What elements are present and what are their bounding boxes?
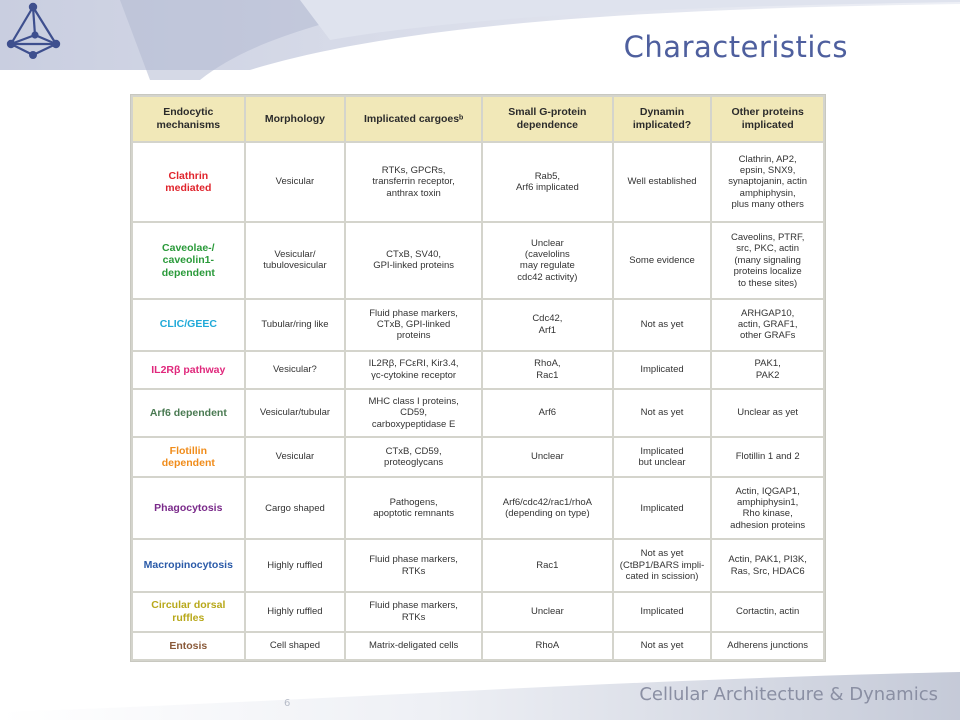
mechanism-cell: IL2Rβ pathway (132, 351, 245, 389)
other-proteins-cell: Clathrin, AP2, epsin, SNX9, synaptojanin, actin amphiphysin, plus many others (711, 142, 824, 222)
g-protein-cell: Arf6/cdc42/rac1/rhoA (depending on type) (482, 477, 613, 539)
cargoes-cell: Fluid phase markers, CTxB, GPI-linked proteins (345, 299, 482, 351)
morphology-cell: Vesicular/ tubulovesicular (245, 222, 346, 298)
g-protein-cell: Unclear (cavelolins may regulate cdc42 activity) (482, 222, 613, 298)
cargoes-cell: IL2Rβ, FCεRI, Kir3.4, γc-cytokine receptor (345, 351, 482, 389)
table-row (132, 299, 824, 351)
mechanism-cell: Clathrin mediated (132, 142, 245, 222)
g-protein-cell: Unclear (482, 592, 613, 632)
mechanism-cell: Caveolae-/ caveolin1- dependent (132, 222, 245, 298)
dynamin-cell: Not as yet (613, 389, 712, 437)
table-header-row (132, 96, 824, 142)
header-dynamin: Dynamin implicated? (613, 96, 712, 142)
g-protein-cell: Cdc42, Arf1 (482, 299, 613, 351)
slide-title: Characteristics (623, 30, 848, 64)
g-protein-cell: Rac1 (482, 539, 613, 591)
other-proteins-cell: Actin, PAK1, PI3K, Ras, Src, HDAC6 (711, 539, 824, 591)
mechanism-cell: Phagocytosis (132, 477, 245, 539)
other-proteins-cell: Adherens junctions (711, 632, 824, 660)
characteristics-table (131, 95, 825, 661)
mechanism-cell: Flotillin dependent (132, 437, 245, 477)
cargoes-cell: RTKs, GPCRs, transferrin receptor, anthrax toxin (345, 142, 482, 222)
cargoes-cell: Matrix-deligated cells (345, 632, 482, 660)
morphology-cell: Cell shaped (245, 632, 346, 660)
table-row (132, 437, 824, 477)
morphology-cell: Vesicular (245, 142, 346, 222)
g-protein-cell: Unclear (482, 437, 613, 477)
other-proteins-cell: Unclear as yet (711, 389, 824, 437)
mechanism-cell: Macropinocytosis (132, 539, 245, 591)
table-row (132, 632, 824, 660)
cargoes-cell: Fluid phase markers, RTKs (345, 592, 482, 632)
cargoes-cell: CTxB, SV40, GPI-linked proteins (345, 222, 482, 298)
table-row (132, 539, 824, 591)
mechanism-cell: Arf6 dependent (132, 389, 245, 437)
dynamin-cell: Implicated (613, 592, 712, 632)
g-protein-cell: RhoA (482, 632, 613, 660)
table-row (132, 389, 824, 437)
cargoes-cell: CTxB, CD59, proteoglycans (345, 437, 482, 477)
other-proteins-cell: Caveolins, PTRF, src, PKC, actin (many signaling proteins localize to these sites) (711, 222, 824, 298)
header-other-proteins: Other proteins implicated (711, 96, 824, 142)
morphology-cell: Vesicular (245, 437, 346, 477)
mechanism-cell: Circular dorsal ruffles (132, 592, 245, 632)
footer-title: Cellular Architecture & Dynamics (639, 684, 938, 705)
table-row (132, 142, 824, 222)
other-proteins-cell: Flotillin 1 and 2 (711, 437, 824, 477)
header-cargoes: Implicated cargoesᵇ (345, 96, 482, 142)
morphology-cell: Highly ruffled (245, 539, 346, 591)
g-protein-cell: Rab5, Arf6 implicated (482, 142, 613, 222)
other-proteins-cell: Actin, IQGAP1, amphiphysin1, Rho kinase, adhesion proteins (711, 477, 824, 539)
g-protein-cell: RhoA, Rac1 (482, 351, 613, 389)
morphology-cell: Vesicular? (245, 351, 346, 389)
cargoes-cell: MHC class I proteins, CD59, carboxypeptidase E (345, 389, 482, 437)
cargoes-cell: Pathogens, apoptotic remnants (345, 477, 482, 539)
mechanism-cell: Entosis (132, 632, 245, 660)
g-protein-cell: Arf6 (482, 389, 613, 437)
dynamin-cell: Implicated but unclear (613, 437, 712, 477)
dynamin-cell: Not as yet (CtBP1/BARS impli- cated in scission) (613, 539, 712, 591)
dynamin-cell: Implicated (613, 477, 712, 539)
mechanism-cell: CLIC/GEEC (132, 299, 245, 351)
dynamin-cell: Not as yet (613, 632, 712, 660)
table-row (132, 477, 824, 539)
table-row (132, 222, 824, 298)
page-number: 6 (284, 698, 291, 709)
dynamin-cell: Implicated (613, 351, 712, 389)
header-mechanisms: Endocytic mechanisms (132, 96, 245, 142)
morphology-cell: Tubular/ring like (245, 299, 346, 351)
other-proteins-cell: PAK1, PAK2 (711, 351, 824, 389)
other-proteins-cell: Cortactin, actin (711, 592, 824, 632)
endocytosis-table (130, 94, 826, 662)
table-row (132, 592, 824, 632)
morphology-cell: Cargo shaped (245, 477, 346, 539)
dynamin-cell: Some evidence (613, 222, 712, 298)
cargoes-cell: Fluid phase markers, RTKs (345, 539, 482, 591)
header-morphology: Morphology (245, 96, 346, 142)
other-proteins-cell: ARHGAP10, actin, GRAF1, other GRAFs (711, 299, 824, 351)
morphology-cell: Highly ruffled (245, 592, 346, 632)
dynamin-cell: Well established (613, 142, 712, 222)
header-g-protein: Small G-protein dependence (482, 96, 613, 142)
table-row (132, 351, 824, 389)
dynamin-cell: Not as yet (613, 299, 712, 351)
tetrahedron-logo-icon (4, 2, 62, 60)
morphology-cell: Vesicular/tubular (245, 389, 346, 437)
